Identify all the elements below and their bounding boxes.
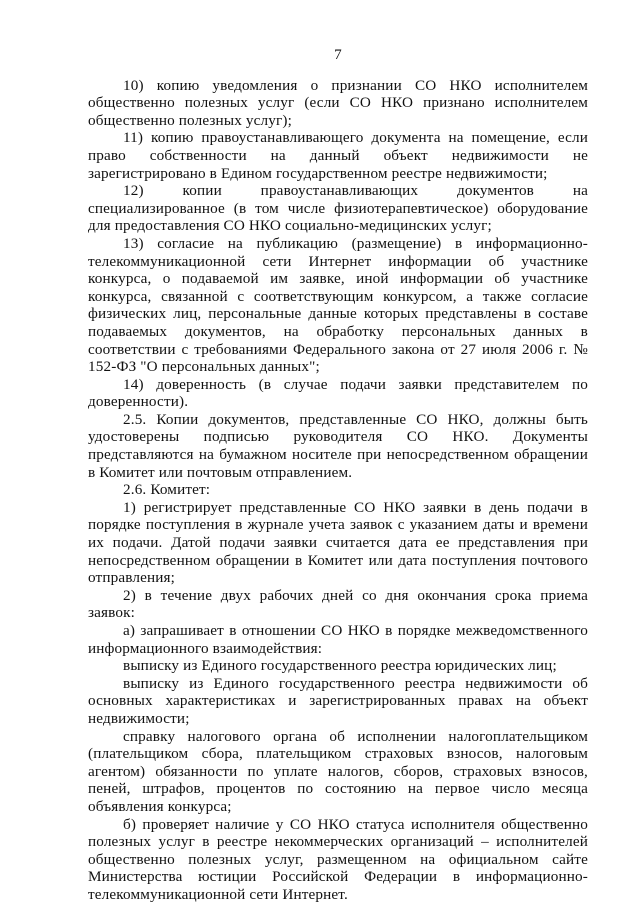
paragraph-tax-certificate: справку налогового органа об исполнении налогоплательщиком (плательщиком сбора, плательщиком страховых взносов, налоговым агентом) обязанности по уплате налогов, сборов, страховых взносов, пеней, штрафов, процентов по состоянию на первое число месяца объявления конкурса; <box>88 727 588 815</box>
paragraph-committee-item-2: 2) в течение двух рабочих дней со дня окончания срока приема заявок: <box>88 586 588 622</box>
page-number: 7 <box>334 46 342 63</box>
paragraph-subitem-b: б) проверяет наличие у СО НКО статуса исполнителя общественно полезных услуг в реестре некоммерческих организаций – исполнителей общественно полезных услуг, размещенном на официальном сайте Министерства юстиции Российской Федерации в информационно-телекоммуникационной сети Интернет. <box>88 815 588 903</box>
paragraph-extract-legal-entities: выписку из Единого государственного реестра юридических лиц; <box>123 657 557 675</box>
paragraph-section-2-6: 2.6. Комитет: <box>123 481 211 499</box>
paragraph-section-2-5: 2.5. Копии документов, представленные СО НКО, должны быть удостоверены подписью руководителя СО НКО. Документы представляются на бумажном носителе при непосредственном обращении в Комитет или почтовым отправлением. <box>88 410 588 481</box>
paragraph-item-13: 13) согласие на публикацию (размещение) в информационно-телекоммуникационной сети Интернет информации об участнике конкурса, о подаваемой им заявке, иной информации об участнике конкурса, связанной с соответствующим конкурсом, а также согласие физических лиц, персональные данные которых представлены в составе подаваемых документов, на обработку персональных данных в соответствии с требованиями Федерального закона от 27 июля 2006 г. № 152-ФЗ "О персональных данных"; <box>88 234 588 376</box>
paragraph-subitem-a: а) запрашивает в отношении СО НКО в порядке межведомственного информационного взаимодействия: <box>88 622 588 657</box>
paragraph-item-12: 12) копии правоустанавливающих документов на специализированное (в том числе физиотерапевтическое) оборудование для предоставления СО НКО социально-медицинских услуг; <box>88 182 588 235</box>
paragraph-committee-item-1: 1) регистрирует представленные СО НКО заявки в день подачи в порядке поступления в журнале учета заявок с указанием даты и времени их подачи. Датой подачи заявки считается дата ее представления при непосредственном обращении в Комитет или дата поступления почтового отправления; <box>88 498 588 587</box>
paragraph-item-10: 10) копию уведомления о признании СО НКО исполнителем общественно полезных услуг (если СО НКО признано исполнителем общественно полезных услуг); <box>88 76 588 129</box>
paragraph-extract-real-estate: выписку из Единого государственного реестра недвижимости об основных характеристиках и зарегистрированных правах на объект недвижимости; <box>88 674 588 727</box>
paragraph-item-11: 11) копию правоустанавливающего документа на помещение, если право собственности на данный объект недвижимости не зарегистрировано в Едином государственном реестре недвижимости; <box>88 129 588 182</box>
paragraph-item-14: 14) доверенность (в случае подачи заявки представителем по доверенности). <box>88 375 588 411</box>
